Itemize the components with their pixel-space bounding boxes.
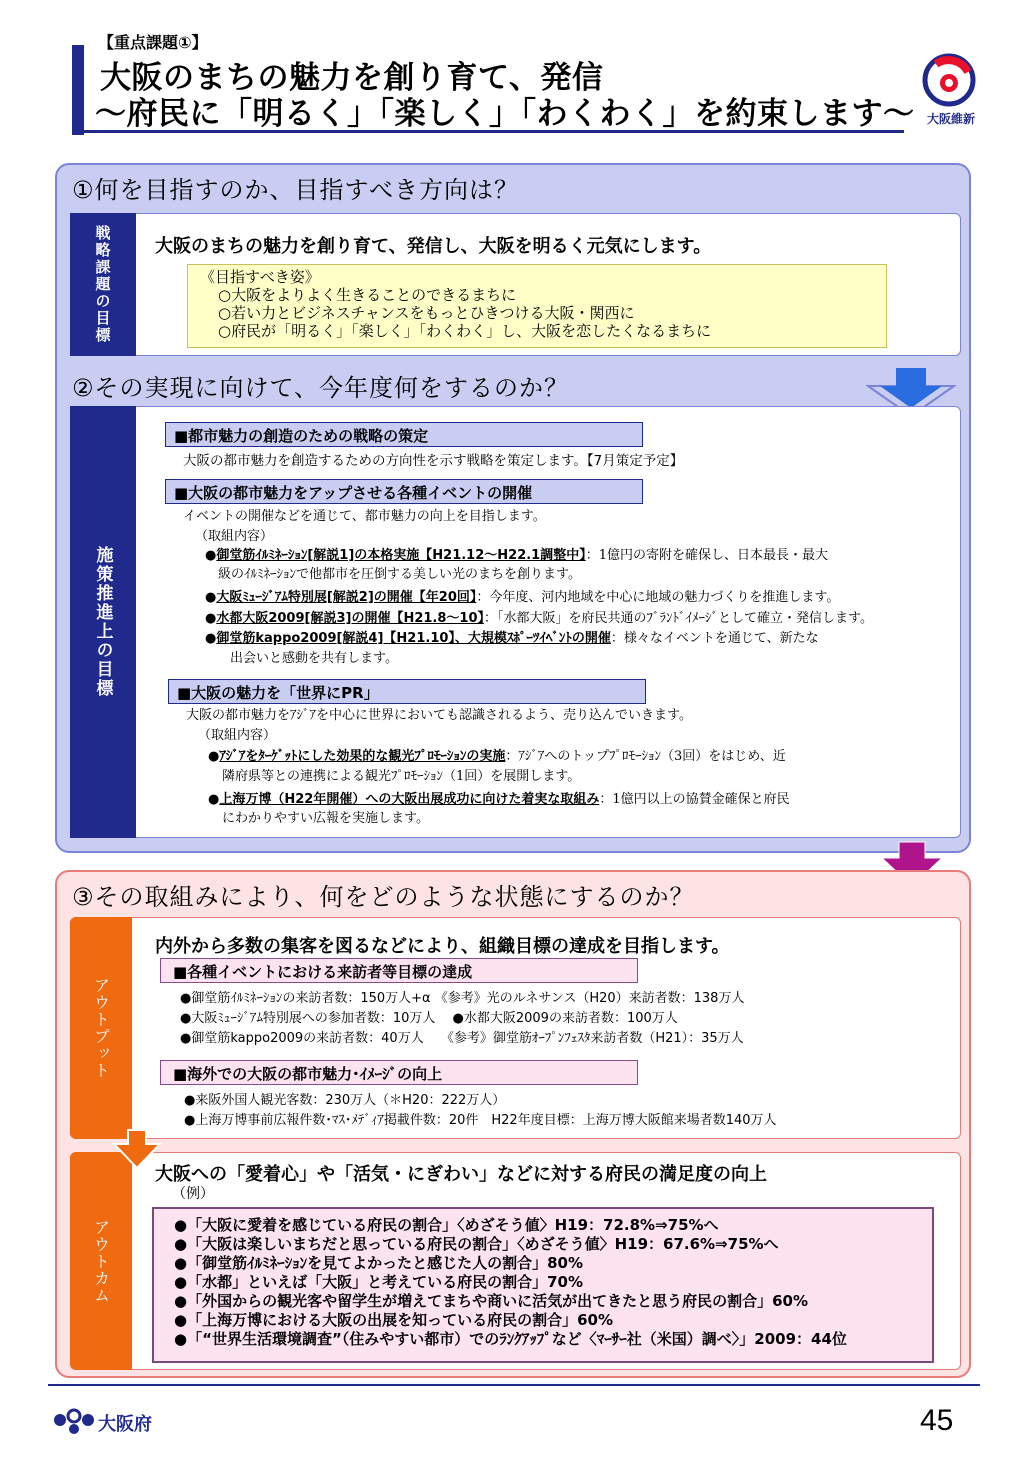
event-item-desc: ：様々なイベントを通じて、新たな	[610, 631, 819, 646]
outcome-item: ●「上海万博における大阪の出展を知っている府民の割合」60%	[174, 1311, 613, 1329]
pr-item-expo: ●上海万博（H22年開催）への大阪出展成功に向けた着実な取組み：1億円以上の協賛金確保と府民	[208, 792, 790, 807]
goal-box	[187, 264, 887, 348]
outcome-side-label: アウトカム	[70, 1152, 132, 1370]
logo-text: 大阪維新	[926, 112, 975, 126]
strategy-text: 大阪の都市魅力を創造するための方向性を示す戦略を策定します。【7月策定予定】	[183, 453, 684, 469]
event-item-title: 大阪ﾐｭｰｼﾞｱﾑ特別展[解説2]の開催【年20回】	[216, 590, 477, 605]
outcome-item: ●「大阪は楽しいまちだと思っている府民の割合」〈めざそう値〉H19：67.6%⇒75%へ	[174, 1235, 779, 1253]
event-item-kappo: ●御堂筋kappo2009[解説4]【H21.10】、大規模ｽﾎﾟｰﾂｲﾍﾞﾝﾄの開催：様々なイベントを通じて、新たな	[205, 631, 819, 646]
events-sub: （取組内容）	[195, 529, 274, 544]
outcome-list	[152, 1207, 934, 1363]
footer-divider	[48, 1384, 980, 1386]
goal-item: ○府民が「明るく」「楽しく」「わくわく」し、大阪を恋したくなるまちに	[218, 322, 712, 340]
section2-side-label: 施策推進上の目標	[70, 406, 136, 838]
output-side-label: アウトプット	[70, 917, 132, 1139]
pr-item-cont: 隣府県等との連携による観光ﾌﾟﾛﾓｰｼｮﾝ（1回）を展開します。	[222, 769, 581, 784]
goal-item: ○若い力とビジネスチャンスをもっとひきつける大阪・関西に	[218, 304, 635, 322]
outcome-item: ●「水都」といえば「大阪」と考えている府民の割合」70%	[174, 1273, 583, 1291]
output-item: ●上海万博事前広報件数･ﾏｽ･ﾒﾃﾞｨｱ掲載件数：20件 H22年度目標：上海万博大阪館来場者数140万人	[184, 1113, 777, 1128]
section3-title: ③その取組みにより、何をどのような状態にするのか？	[72, 883, 695, 911]
section1-title: ①何を目指すのか、目指すべき方向は？	[72, 176, 520, 204]
outcome-example-label: （例）	[172, 1186, 214, 1202]
event-item-desc: ：今年度、河内地域を中心に地域の魅力づくりを推進します。	[476, 590, 840, 605]
output-item: ●大阪ﾐｭｰｼﾞｱﾑ特別展への参加者数：10万人 ●水都大阪2009の来訪者数：100万人	[180, 1011, 678, 1026]
outcome-item: ●「外国からの観光客や留学生が増えてまちや商いに活気が出てきたと思う府民の割合」60%	[174, 1292, 808, 1310]
pr-item-cont: にわかりやすい広報を実施します。	[222, 811, 429, 826]
pr-item-desc: ：1億円以上の協賛金確保と府民	[599, 792, 790, 807]
event-item-title: 水都大阪2009[解説3]の開催【H21.8～10】	[216, 611, 484, 626]
strategy-heading: ■都市魅力の創造のための戦略の策定	[165, 422, 643, 447]
page-title: 大阪のまちの魅力を創り育て、発信	[100, 60, 604, 96]
visitor-goal-heading: ■各種イベントにおける来訪者等目標の達成	[160, 958, 638, 983]
header-accent-bar	[72, 45, 84, 135]
event-item-desc: ：「水都大阪」を府民共通のﾌﾞﾗﾝﾄﾞｲﾒｰｼﾞとして確立・発信します。	[484, 611, 873, 626]
events-text: イベントの開催などを通じて、都市魅力の向上を目指します。	[183, 509, 546, 524]
event-item-desc: ：1億円の寄附を確保し、日本最長・最大	[585, 548, 829, 563]
pr-item-asia: ●ｱｼﾞｱをﾀｰｹﾞｯﾄにした効果的な観光ﾌﾟﾛﾓｰｼｮﾝの実施：ｱｼﾞｱへのトップﾌﾟﾛﾓｰｼｮﾝ（3回）をはじめ、近	[208, 749, 786, 764]
overseas-heading: ■海外での大阪の都市魅力･ｲﾒｰｼﾞの向上	[160, 1060, 638, 1085]
section2-title: ②その実現に向けて、今年度何をするのか？	[72, 374, 570, 402]
output-item: ●御堂筋kappo2009の来訪者数：40万人 《参考》御堂筋ｵｰﾌﾟﾝﾌｪｽﾀ来訪者数（H21）：35万人	[180, 1031, 744, 1046]
footer-org-name: 大阪府	[98, 1414, 152, 1435]
outcome-item: ●「“世界生活環境調査”（住みやすい都市）でのﾗﾝｸｱｯﾌﾟなど〈ﾏｰｻｰ社（米国）調べ〉」2009：44位	[174, 1330, 847, 1348]
event-item-illumination: ●御堂筋ｲﾙﾐﾈｰｼｮﾝ[解説1]の本格実施【H21.12～H22.1調整中】：1億円の寄附を確保し、日本最長・最大	[205, 548, 829, 563]
output-item: ●来阪外国人観光客数：230万人（＊H20：222万人）	[184, 1093, 506, 1108]
pr-item-title: ｱｼﾞｱをﾀｰｹﾞｯﾄにした効果的な観光ﾌﾟﾛﾓｰｼｮﾝの実施	[219, 749, 506, 764]
output-item: ●御堂筋ｲﾙﾐﾈｰｼｮﾝの来訪者数：150万人+α 《参考》光のルネサンス（H20）来訪者数：138万人	[180, 991, 745, 1006]
goal-heading: 《目指すべき姿》	[200, 268, 320, 286]
world-pr-heading: ■大阪の魅力を「世界にPR」	[168, 679, 646, 704]
section1-lead: 大阪のまちの魅力を創り育て、発信し、大阪を明るく元気にします。	[155, 236, 712, 257]
section1-side-label: 戦略課題の目標	[70, 213, 136, 356]
pr-item-desc: ：ｱｼﾞｱへのトップﾌﾟﾛﾓｰｼｮﾝ（3回）をはじめ、近	[505, 749, 786, 764]
priority-tag: 【重点課題①】	[98, 33, 208, 52]
page-number: 45	[920, 1404, 954, 1437]
event-item-cont: 出会いと感動を共有します。	[230, 651, 398, 666]
events-heading: ■大阪の都市魅力をアップさせる各種イベントの開催	[165, 479, 643, 504]
world-pr-text: 大阪の都市魅力をｱｼﾞｱを中心に世界においても認識されるよう、売り込んでいきます。	[186, 708, 692, 723]
event-item-suito: ●水都大阪2009[解説3]の開催【H21.8～10】：「水都大阪」を府民共通のﾌﾞﾗﾝﾄﾞｲﾒｰｼﾞとして確立・発信します。	[205, 611, 873, 626]
outcome-item: ●「御堂筋ｲﾙﾐﾈｰｼｮﾝを見てよかったと感じた人の割合」80%	[174, 1254, 583, 1272]
outcome-item: ●「大阪に愛着を感じている府民の割合」〈めざそう値〉H19：72.8%⇒75%へ	[174, 1216, 719, 1234]
event-item-cont: 級のｲﾙﾐﾈｰｼｮﾝで他都市を圧倒する美しい光のまちを創ります。	[218, 567, 581, 582]
goal-item: ○大阪をよりよく生きることのできるまちに	[218, 286, 517, 304]
outcome-lead: 大阪への「愛着心」や「活気・にぎわい」などに対する府民の満足度の向上	[155, 1164, 767, 1185]
page-subtitle: ～府民に「明るく」「楽しく」「わくわく」を約束します～	[95, 96, 915, 132]
output-lead: 内外から多数の集客を図るなどにより、組織目標の達成を目指します。	[155, 936, 730, 957]
event-item-title: 御堂筋kappo2009[解説4]【H21.10】、大規模ｽﾎﾟｰﾂｲﾍﾞﾝﾄの開催	[216, 631, 611, 646]
event-item-title: 御堂筋ｲﾙﾐﾈｰｼｮﾝ[解説1]の本格実施【H21.12～H22.1調整中】	[216, 548, 586, 563]
world-pr-sub: （取組内容）	[198, 728, 277, 743]
pr-item-title: 上海万博（H22年開催）への大阪出展成功に向けた着実な取組み	[219, 792, 600, 807]
osaka-prefecture-logo-icon	[52, 1408, 96, 1440]
event-item-museum: ●大阪ﾐｭｰｼﾞｱﾑ特別展[解説2]の開催【年20回】：今年度、河内地域を中心に地域の魅力づくりを推進します。	[205, 590, 840, 605]
